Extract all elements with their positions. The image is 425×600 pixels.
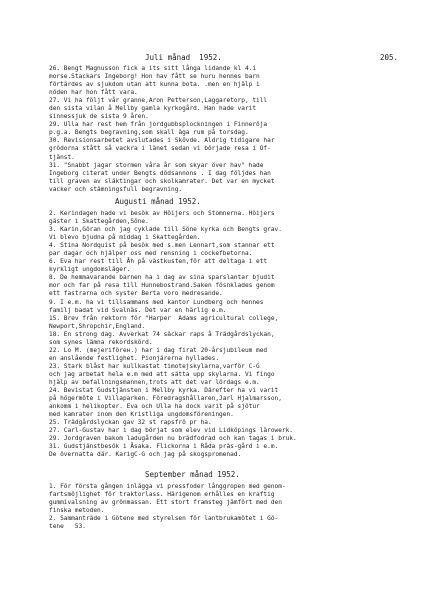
diary-line: 27. Carl-Gustav har i dag börjat som elev vid Lidköpings lärowerk. [49,427,294,435]
diary-line: som synes lämna rekordskörd. [49,338,153,346]
diary-line: 29. Jordgraven bakom ladugården nu brädfodrad och kan tagas i bruk. [49,435,297,443]
diary-line: nöden har hon fått vara. [49,89,138,97]
diary-line: ankomm i helikopter. Eva och Ulla ha dock varit på sjötur [49,403,260,411]
diary-line: med kamrater inom den Kristliga ungdomsföreningen. [49,411,234,419]
diary-line: 24. Bevistat Gudstjänsten i Mellby kyrka. Därefter ha vi varit [49,387,279,395]
page-number: 205. [380,53,399,62]
diary-line: vacker och stämningsfull begravning. [49,185,183,193]
diary-line: p.g.a. Bengts begravning,som skall äga rum på torsdag. [49,129,249,137]
entries-september [49,483,286,531]
diary-line: 3. Karin,Göran och jag cyklade till Söne kyrka och Bengts grav. [49,226,282,234]
diary-line: fartsmöjlighet för traktorlass. Härigenom erhålles en kraftig [49,491,275,499]
diary-line: den sista vilan å Mellby gamla kyrkogård. Han hade varit [49,105,257,113]
diary-line: tjänst. [49,153,75,161]
diary-line: 8. De hemmavarande barnen ha i dag av sina sparslantar bjudit [49,274,275,282]
diary-line: Vi blevo bjudna på middag i Skattegården. [49,234,201,242]
diary-line: familj badat vid Svalnäs. Det var en härlig e.m. [49,306,227,314]
diary-line: 18. En strong dag. Avverkat 74 säckar raps å Trädgårdslyckan, [49,330,275,338]
diary-line: Newport,Shropchir,England. [49,322,146,330]
diary-line: 2. Kerindagen hade vi besök av Höijers och Stomnerna. Höijers [49,210,275,217]
diary-line: kyrkligt ungdomsläger. [49,266,131,274]
heading-september: September månad 1952. [145,470,240,479]
diary-line: 29. Ulla har rest hem från jordgubbsplockningen i Finneröja [49,121,268,129]
diary-line: en anslående festlighet. Pionjärerna hyllades. [49,354,220,362]
diary-line: 27. Vi ha följt vår granne,Aron Petterson,Laggaretorp, till [49,97,268,105]
entries-august [49,210,297,459]
diary-line: 25. Trädgårdslyckan gav 32 st rapsfrö pr ha. [49,419,212,427]
diary-line: mor och far på resa till Hunnebostrand.Saken fösnklades genom [49,282,275,290]
diary-line: grödorna stått så vackra i länet sedan vi började resa i Of- [49,145,271,153]
diary-line: på högermöte i Villaparken. Föredragshållaren,Jarl Hjalmarsson, [49,395,282,403]
diary-line: 31. "Snabbt jagar stormen våra år som skyar över hav" hade [49,161,264,169]
diary-line: förtärdes av sjukdom utan att kunna bota. .men en hjälp i [49,81,260,89]
diary-line: hjälp av befallningsmannen,trots att det var lördags e.m. [49,378,260,386]
diary-line: 30. Revisionsarbetet avslutades i Skövde. Aldrig tidigare har [49,137,275,145]
diary-line: Ingeborg citerat under Bengts dödsannons . I dag följdes han [49,169,271,177]
diary-line: 26. Bengt Magnusson fick a its sitt långa lidande kl 4.i [49,65,257,72]
entries-july [49,65,275,194]
diary-line: sinnessjuk de sista 9 åren. [49,113,149,121]
diary-line: 23. Stark blåst har kullkastat timotejskylarna,varför C-G [49,362,260,370]
diary-line: 2. Sammanträde i Götene med styrelsen för lantbrukamötet i Gö- [49,515,279,523]
diary-line: 31. Gudstjänstbesök i Åsaka. Flickorna i Råda präs-gård i e.m. [49,443,279,451]
diary-line: gummivalsning av grönmassan. Ett stort framsteg jämfört med den [49,499,282,507]
heading-july: Juli månad 1952. [145,53,222,62]
diary-line: 9. I e.m. ha vi tillsammans med kantor Lundberg och hennes [49,298,264,306]
diary-line: till graven av släktingar och skolkamrater. Det var en mycket [49,177,275,185]
diary-line: 1. För första gången inlägga vi pressfoder långgropen med genom- [49,483,286,490]
diary-line: 4. Stina Nordquist på besök med s.men Lennart,som stannar ett [49,242,275,250]
diary-line: finska metoden. [49,507,105,515]
diary-line: 15. Brev från rektorn för "Harper Adams agricultural college, [49,314,279,322]
diary-line: tene 53. [49,523,86,531]
diary-line: 6. Eva har rest till Åh på västkusten,för att deltaga i ett [49,258,268,266]
diary-line: De övernatta där. KarigC-G och jag på skogspromenad. [49,451,242,459]
diary-line: gäster i Skattegården,Söne. [49,218,149,226]
diary-line: 22. Lo M. (mejeriföreн.) har i dag firat 20-årsjubileum med [49,346,268,354]
diary-line: par dagar och hjälper oss med rensning i cockefbetorna. [49,250,253,258]
heading-august: Augusti månad 1952. [115,197,201,206]
diary-line: morse.Stackars Ingeborg! Hon hav fått se huru hennes barn [49,73,260,81]
diary-line: ett fastrarna och syster Berta voro medresande. [49,290,223,298]
diary-line: och jag arbetat hela e.m med att sätta upp skylarna. Vi fingo [49,370,275,378]
